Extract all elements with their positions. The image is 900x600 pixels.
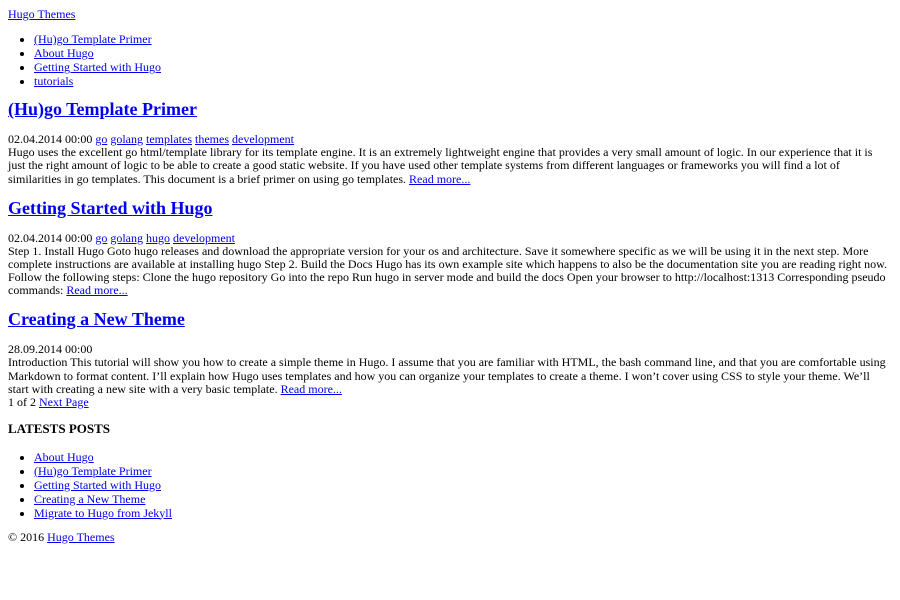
site-title-link[interactable]: Hugo Themes <box>8 7 76 21</box>
list-item <box>34 465 892 477</box>
post-title <box>8 100 892 120</box>
tag-link[interactable]: themes <box>195 131 229 146</box>
top-nav <box>8 33 892 87</box>
nav-item <box>34 47 892 59</box>
tag-link[interactable]: golang <box>110 131 144 146</box>
post-summary-text <box>8 146 892 186</box>
list-item <box>34 451 892 463</box>
read-more-link[interactable]: Read more... <box>66 283 128 298</box>
post-summary-block <box>8 199 892 298</box>
latest-post-link[interactable]: Getting Started with Hugo <box>34 477 161 492</box>
nav-link-about-hugo[interactable]: About Hugo <box>34 46 94 61</box>
footer-site-link[interactable]: Hugo Themes <box>47 529 115 544</box>
latest-post-link[interactable]: Creating a New Theme <box>34 491 146 506</box>
tag-link[interactable]: templates <box>146 131 192 146</box>
latest-posts-list <box>8 451 892 519</box>
site-header <box>8 8 892 21</box>
tag-link[interactable]: go <box>95 131 108 146</box>
latest-post-link[interactable]: (Hu)go Template Primer <box>34 463 152 478</box>
post-summary-block <box>8 100 892 186</box>
read-more-link[interactable]: Read more... <box>280 381 342 396</box>
post-date: 28.09.2014 00:00 <box>8 342 93 357</box>
post-date: 02.04.2014 00:00 <box>8 230 93 245</box>
nav-item <box>34 75 892 87</box>
footer <box>8 531 892 544</box>
list-item <box>34 479 892 491</box>
next-page-link[interactable]: Next Page <box>39 395 89 410</box>
page-indicator: 1 of 2 <box>8 395 36 410</box>
post-title-link[interactable]: Creating a New Theme <box>8 309 185 330</box>
list-item <box>34 507 892 519</box>
latest-post-link[interactable]: About Hugo <box>34 449 94 464</box>
nav-item <box>34 33 892 45</box>
pagination <box>8 396 892 409</box>
summary-text: Hugo uses the excellent go html/template library for its template engine. It is an extremely lightweight engine that provides a very small amount of logic. In our experience that it is just the right amount of logic to be able to create a good static website. If you have used other template systems from different languages or frameworks you will find a lot of similarities in go templates. This document is a brief primer on using go templates. <box>8 145 873 186</box>
nav-link-getting-started[interactable]: Getting Started with Hugo <box>34 60 161 75</box>
latest-posts-heading: LATESTS POSTS <box>8 421 111 437</box>
post-title <box>8 310 892 330</box>
tag-link[interactable]: golang <box>110 230 144 245</box>
summary-text: Step 1. Install Hugo Goto hugo releases and download the appropriate version for your os and architecture. Save it somewhere specific as we will be using it in the next step. More complete instructions are available at installing hugo Step 2. Build the Docs Hugo has its own example site which happens to also be the documentation site you are reading right now. Follow the following steps: Clone the hugo repository Go into the repo Run hugo in server mode and build the docs Open your browser to http://localhost:1313 Corresponding pseudo commands: <box>8 243 888 298</box>
tag-link[interactable]: development <box>232 131 294 146</box>
post-title-link[interactable]: (Hu)go Template Primer <box>8 99 197 120</box>
nav-item <box>34 61 892 73</box>
post-date: 02.04.2014 00:00 <box>8 131 93 146</box>
post-title <box>8 199 892 219</box>
summary-text: Introduction This tutorial will show you how to create a simple theme in Hugo. I assume that you are familiar with HTML, the bash command line, and that you are comfortable using Markdown to format content. I’ll explain how Hugo uses templates and how you can organize your templates to create a theme. I won’t cover using CSS to style your theme. We’ll start with creating a new site with a very basic template. <box>8 355 886 396</box>
tag-link[interactable]: development <box>173 230 235 245</box>
post-summary-block <box>8 310 892 396</box>
latest-post-link[interactable]: Migrate to Hugo from Jekyll <box>34 505 172 520</box>
nav-link-template-primer[interactable]: (Hu)go Template Primer <box>34 32 152 47</box>
post-summary-text <box>8 245 892 298</box>
post-title-link[interactable]: Getting Started with Hugo <box>8 197 213 218</box>
tag-link[interactable]: go <box>95 230 108 245</box>
tag-link[interactable]: hugo <box>146 230 171 245</box>
copyright-text: © 2016 <box>8 529 45 544</box>
list-item <box>34 493 892 505</box>
nav-link-tutorials[interactable]: tutorials <box>34 74 74 89</box>
read-more-link[interactable]: Read more... <box>409 171 471 186</box>
post-summary-text <box>8 356 892 396</box>
